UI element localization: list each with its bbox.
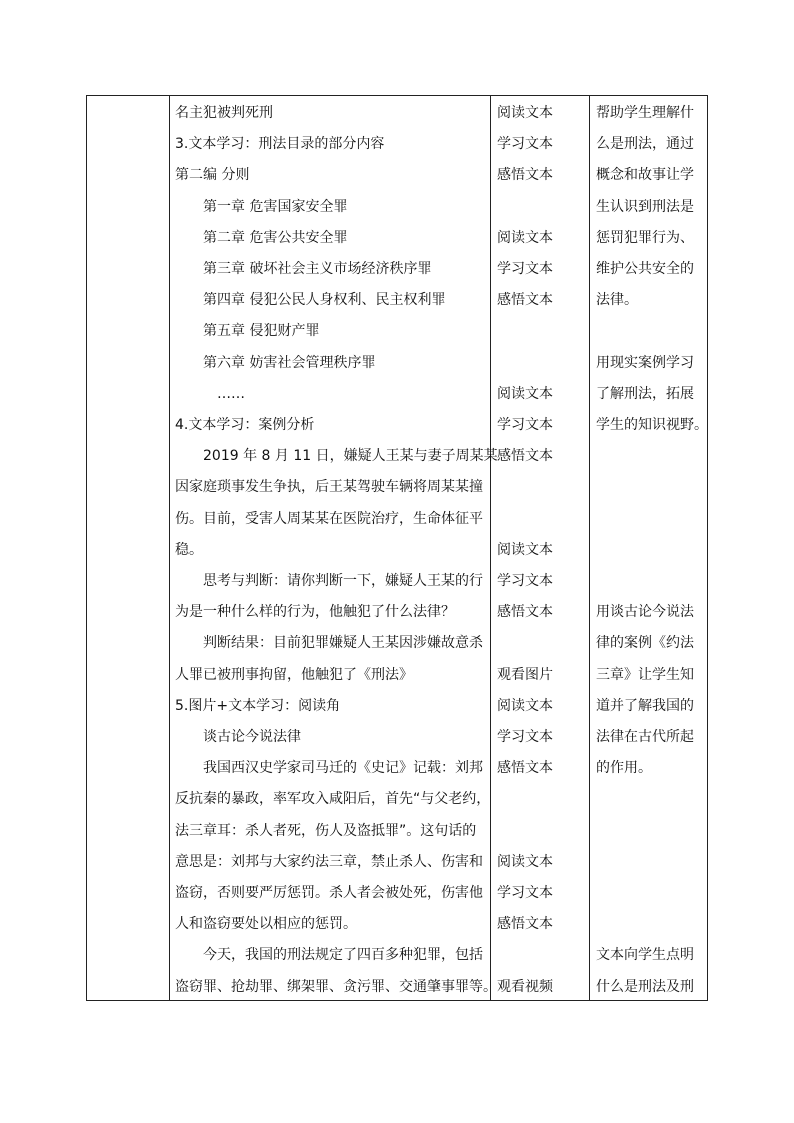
activity-label: 阅读文本 [497, 853, 553, 870]
activity-label: 观看视频 [497, 978, 553, 995]
content-line: 人和盗窃要处以相应的惩罚。 [175, 916, 357, 933]
activity-label: 阅读文本 [497, 105, 553, 121]
content-line: 第二章 危害公共安全罪 [203, 229, 348, 246]
design-intent-line: 帮助学生理解什 [596, 105, 694, 121]
content-line: 盗窃，否则要严厉惩罚。杀人者会被处死，伤害他 [175, 885, 483, 901]
content-line: 第六章 妨害社会管理秩序罪 [203, 354, 376, 371]
lesson-plan-table [86, 95, 708, 1001]
activity-label: 感悟文本 [497, 167, 553, 184]
content-line: …… [217, 385, 245, 402]
content-line: 判断结果：目前犯罪嫌疑人王某因涉嫌故意杀 [203, 635, 483, 652]
content-line: 思考与判断：请你判断一下，嫌疑人王某的行 [203, 573, 483, 589]
activity-label: 学习文本 [497, 417, 553, 433]
activity-label: 感悟文本 [497, 292, 553, 309]
content-line: 意思是：刘邦与大家约法三章，禁止杀人、伤害和 [175, 853, 483, 870]
content-line: 第四章 侵犯公民人身权利、民主权利罪 [203, 292, 446, 309]
activity-label: 阅读文本 [497, 697, 553, 714]
content-line: 名主犯被判死刑 [175, 105, 273, 121]
activity-label: 学习文本 [497, 136, 553, 153]
activity-label: 阅读文本 [497, 229, 553, 246]
content-line: 人罪已被刑事拘留，他触犯了《刑法》 [175, 666, 413, 683]
design-intent-line: 道并了解我国的 [596, 697, 694, 714]
design-intent-line: 什么是刑法及刑 [596, 978, 694, 995]
activity-label: 阅读文本 [497, 541, 553, 558]
design-intent-line: 学生的知识视野。 [596, 417, 708, 433]
content-line: 盗窃罪、抢劫罪、绑架罪、贪污罪、交通肇事罪等。 [175, 978, 497, 995]
design-intent-line: 律的案例《约法 [596, 635, 694, 652]
content-line: 为是一种什么样的行为，他触犯了什么法律？ [175, 604, 455, 621]
design-intent-line: 用现实案例学习 [596, 354, 694, 371]
activity-label: 学习文本 [497, 573, 553, 589]
design-intent-line: 法律在古代所起 [596, 729, 694, 745]
column-divider-3 [589, 96, 590, 1000]
design-intent-line: 了解刑法，拓展 [596, 385, 694, 402]
content-line: 伤。目前，受害人周某某在医院治疗，生命体征平 [175, 510, 483, 527]
content-line: 我国西汉史学家司马迁的《史记》记载：刘邦 [203, 760, 483, 777]
content-line: 第五章 侵犯财产罪 [203, 323, 320, 340]
content-line: 反抗秦的暴政，率军攻入咸阳后，首先“与父老约， [175, 791, 491, 808]
activity-label: 学习文本 [497, 729, 553, 745]
design-intent-line: 维护公共安全的 [596, 261, 694, 277]
design-intent-line: 惩罚犯罪行为、 [596, 229, 694, 246]
content-line: 第一章 危害国家安全罪 [203, 198, 348, 215]
activity-label: 感悟文本 [497, 916, 553, 933]
design-intent-line: 法律。 [596, 292, 638, 309]
design-intent-line: 文本向学生点明 [596, 947, 694, 964]
design-intent-line: 的作用。 [596, 760, 652, 777]
activity-label: 学习文本 [497, 885, 553, 901]
content-line: 稳。 [175, 541, 203, 558]
column-divider-1 [169, 96, 170, 1000]
content-line: 谈古论今说法律 [203, 729, 301, 745]
activity-label: 观看图片 [497, 666, 553, 683]
design-intent-line: 用谈古论今说法 [596, 604, 694, 621]
content-line: 4.文本学习：案例分析 [175, 417, 315, 433]
content-line: 2019 年 8 月 11 日，嫌疑人王某与妻子周某某 [203, 448, 498, 465]
content-line: 5.图片+文本学习：阅读角 [175, 697, 341, 714]
design-intent-line: 生认识到刑法是 [596, 198, 694, 215]
activity-label: 感悟文本 [497, 448, 553, 465]
content-line: 3.文本学习：刑法目录的部分内容 [175, 136, 385, 153]
activity-label: 感悟文本 [497, 760, 553, 777]
content-line: 今天，我国的刑法规定了四百多种犯罪，包括 [203, 947, 483, 964]
activity-label: 感悟文本 [497, 604, 553, 621]
column-divider-2 [490, 96, 491, 1000]
design-intent-line: 概念和故事让学 [596, 167, 694, 184]
activity-label: 学习文本 [497, 261, 553, 277]
content-line: 法三章耳：杀人者死，伤人及盗抵罪”。这句话的 [175, 822, 477, 839]
design-intent-line: 三章》让学生知 [596, 666, 694, 683]
design-intent-line: 么是刑法，通过 [596, 136, 694, 153]
content-line: 第二编 分则 [175, 167, 250, 184]
content-line: 第三章 破坏社会主义市场经济秩序罪 [203, 261, 432, 277]
content-line: 因家庭琐事发生争执，后王某驾驶车辆将周某某撞 [175, 479, 483, 496]
activity-label: 阅读文本 [497, 385, 553, 402]
